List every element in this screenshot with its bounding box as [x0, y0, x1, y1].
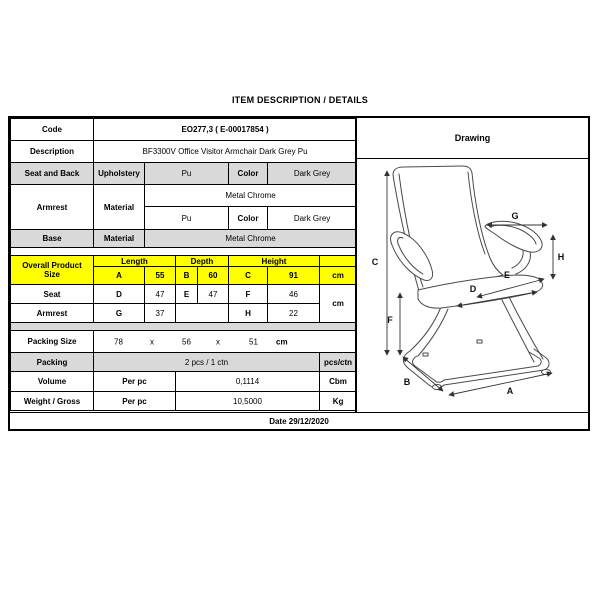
chair-base-clip-1	[423, 353, 428, 356]
dim-label-h: H	[557, 252, 565, 262]
armrest-color-label: Color	[229, 207, 268, 230]
dim-label-e: E	[503, 270, 511, 280]
armrest-dims-label: Armrest	[11, 304, 94, 323]
seat-back-color-label: Color	[229, 163, 268, 185]
page-title: ITEM DESCRIPTION / DETAILS	[231, 95, 369, 105]
seat-back-color-value: Dark Grey	[268, 163, 357, 185]
packing-size-label: Packing Size	[11, 331, 94, 353]
row-base	[11, 230, 357, 248]
row-code	[11, 119, 357, 141]
armrest-h-value: 22	[268, 304, 320, 323]
chair-left-leg-inner	[418, 309, 448, 356]
seat-d-key: D	[94, 285, 145, 304]
spacer-row-2	[11, 323, 357, 331]
armrest-pad-material: Pu	[145, 207, 229, 230]
code-label: Code	[11, 119, 94, 141]
row-packing	[11, 353, 357, 372]
overall-product-size-label: Overall Product Size	[11, 256, 94, 285]
row-seat-and-back	[11, 163, 357, 185]
armrest-depth-blank	[176, 304, 229, 323]
description-value: BF3300V Office Visitor Armchair Dark Grey Pu	[94, 141, 357, 163]
weight-basis: Per pc	[94, 392, 176, 411]
table-frame	[8, 116, 590, 431]
overall-b-value: 60	[198, 267, 229, 285]
overall-c-value: 91	[268, 267, 320, 285]
armrest-label: Armrest	[11, 185, 94, 230]
seat-back-label: Seat and Back	[11, 163, 94, 185]
base-material-value: Metal Chrome	[145, 230, 357, 248]
upholstery-material: Pu	[145, 163, 229, 185]
overall-a-value: 55	[145, 267, 176, 285]
row-weight	[11, 392, 357, 411]
drawing-panel	[355, 118, 588, 412]
chair-base-inner	[413, 352, 542, 382]
chair-right-armrest-strut-inner	[512, 251, 523, 268]
chair-left-leg	[410, 307, 441, 351]
row-size-header	[11, 256, 357, 267]
weight-unit: Kg	[320, 392, 357, 411]
col-header-blank	[320, 256, 357, 267]
seat-e-value: 47	[198, 285, 229, 304]
code-value: EO277,3 ( E-00017854 )	[94, 119, 357, 141]
spacer-row-1	[11, 248, 357, 256]
col-header-height: Height	[229, 256, 320, 267]
drawing-title: Drawing	[357, 118, 588, 159]
volume-unit: Cbm	[320, 372, 357, 392]
chair-base-clip-2	[477, 340, 482, 343]
overall-a-key: A	[94, 267, 145, 285]
packing-size-value: 78 x 56 x 51 cm	[94, 331, 357, 353]
volume-value: 0,1114	[176, 372, 320, 392]
base-material-label: Material	[94, 230, 145, 248]
upholstery-label: Upholstery	[94, 163, 145, 185]
row-packing-size	[11, 331, 357, 353]
seat-e-key: E	[176, 285, 198, 304]
base-label: Base	[11, 230, 94, 248]
seat-f-key: F	[229, 285, 268, 304]
overall-unit: cm	[320, 267, 357, 285]
description-label: Description	[11, 141, 94, 163]
packing-value: 2 pcs / 1 ctn	[94, 353, 320, 372]
chair-line-art	[391, 166, 551, 390]
chair-right-leg	[509, 297, 543, 359]
dim-label-b: B	[403, 377, 411, 387]
armrest-material-label: Material	[94, 185, 145, 230]
row-armrest-material-1	[11, 185, 357, 207]
overall-c-key: C	[229, 267, 268, 285]
armrest-frame-material: Metal Chrome	[145, 185, 357, 207]
armrest-h-key: H	[229, 304, 268, 323]
dim-label-c: C	[371, 257, 379, 267]
armrest-g-value: 37	[145, 304, 176, 323]
spec-table	[10, 118, 357, 411]
date-value: Date 29/12/2020	[269, 416, 329, 426]
row-description	[11, 141, 357, 163]
row-volume	[11, 372, 357, 392]
date-row	[10, 412, 588, 429]
seat-d-value: 47	[145, 285, 176, 304]
dim-label-g: G	[511, 211, 519, 221]
col-header-depth: Depth	[176, 256, 229, 267]
seat-dims-label: Seat	[11, 285, 94, 304]
row-armrest-dims	[11, 304, 357, 323]
volume-basis: Per pc	[94, 372, 176, 392]
packing-unit: pcs/ctn	[320, 353, 357, 372]
seat-f-value: 46	[268, 285, 320, 304]
dim-label-a: A	[506, 386, 514, 396]
weight-value: 10,5000	[176, 392, 320, 411]
armrest-color-value: Dark Grey	[268, 207, 357, 230]
weight-label: Weight / Gross	[11, 392, 94, 411]
col-header-length: Length	[94, 256, 176, 267]
dim-label-f: F	[387, 315, 393, 325]
seat-armrest-unit: cm	[320, 285, 357, 323]
armrest-g-key: G	[94, 304, 145, 323]
overall-b-key: B	[176, 267, 198, 285]
row-seat-dims	[11, 285, 357, 304]
volume-label: Volume	[11, 372, 94, 392]
chair-drawing	[357, 159, 588, 412]
dim-label-d: D	[469, 284, 477, 294]
packing-label: Packing	[11, 353, 94, 372]
